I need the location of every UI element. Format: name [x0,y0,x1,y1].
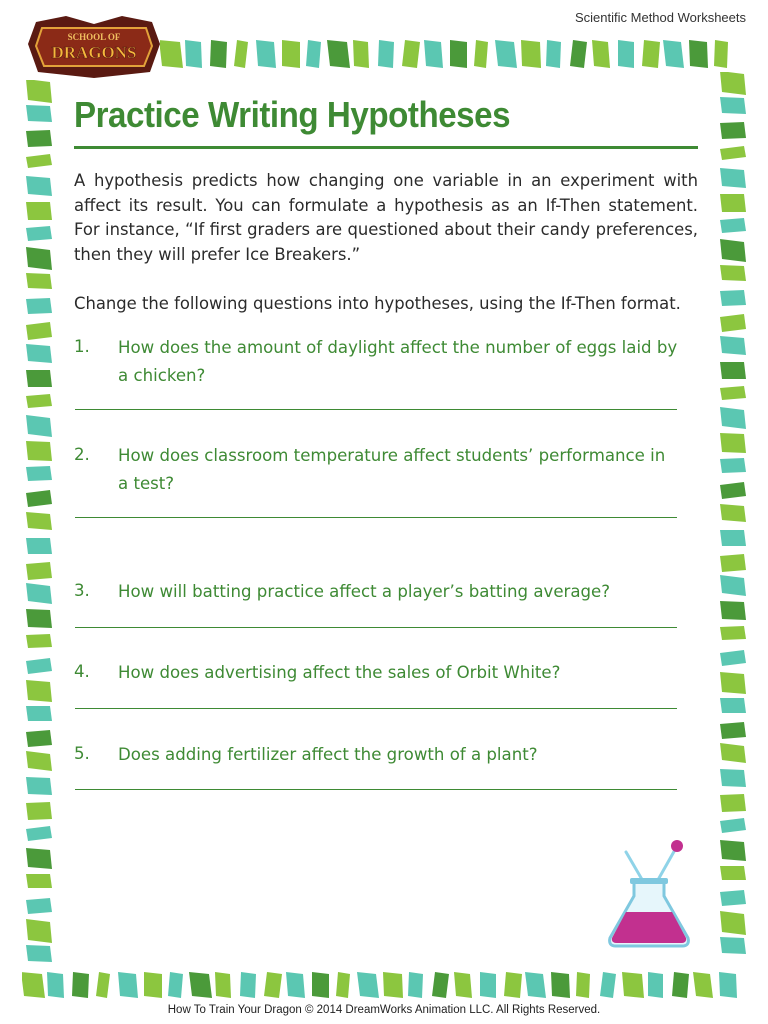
answer-line-1[interactable] [75,409,677,410]
border-top [160,36,750,72]
border-tile [689,40,708,68]
border-tile [26,344,52,363]
border-tile [215,972,231,998]
worksheet-category: Scientific Method Worksheets [575,10,746,25]
instruction-text: Change the following questions into hypotheses, using the If-Then format. [74,294,681,313]
border-tile [26,322,52,340]
border-tile [720,866,746,880]
border-tile [720,362,746,379]
border-tile [26,945,52,962]
border-tile [495,40,517,68]
border-tile [551,972,570,998]
border-tile [118,972,138,998]
border-tile [286,972,305,998]
border-tile [719,972,737,998]
border-tile [26,441,52,461]
border-tile [642,40,660,68]
border-tile [720,482,746,499]
border-tile [26,634,52,648]
border-tile [26,273,52,289]
border-tile [210,40,227,68]
border-tile [720,458,746,473]
border-tile [720,239,746,262]
intro-paragraph: A hypothesis predicts how changing one variable in an experiment with affect its result. You can formulate a hypothesis as an If-Then statement. For instance, “If first graders are questioned about their candy preferences, then they will prefer Ice Breakers.” [74,171,698,264]
border-tile [26,394,52,408]
border-tile [521,40,541,68]
question-text: How does advertising affect the sales of Orbit White? [118,663,561,682]
chemistry-flask-icon [604,834,694,952]
border-tile [720,911,746,935]
border-tile [144,972,162,998]
border-tile [234,40,248,68]
border-tile [264,972,282,998]
border-tile [720,433,746,453]
border-tile [26,130,52,147]
answer-line-4[interactable] [75,708,677,709]
question-text: How does classroom temperature affect students’ performance in a test? [118,446,666,493]
border-tile [618,40,634,68]
border-tile [570,40,587,68]
border-tile [26,826,52,841]
border-tile [26,706,52,721]
border-tile [378,40,394,68]
border-tile [720,122,746,139]
border-tile [72,972,89,998]
question-text: How will batting practice affect a player’s batting average? [118,582,611,601]
border-tile [26,874,52,888]
question-text: Does adding fertilizer affect the growth of a plant? [118,745,538,764]
border-tile [546,40,561,68]
border-tile [256,40,276,68]
border-tile [26,370,52,387]
border-tile [474,40,488,68]
border-tile [383,972,403,998]
border-tile [26,247,52,270]
border-tile [720,769,746,787]
page-title: Practice Writing Hypotheses [74,94,511,135]
border-tile [720,840,746,861]
border-tile [663,40,684,68]
question-number: 1. [74,337,90,356]
border-tile [402,40,420,68]
border-tile [240,972,256,998]
border-tile [720,290,746,306]
answer-line-2[interactable] [75,517,677,518]
border-tile [336,972,350,998]
border-tile [160,40,183,68]
border-tile [26,298,52,314]
border-tile [26,919,52,943]
school-of-dragons-logo [26,14,162,78]
border-tile [26,562,52,580]
title-underline [74,146,698,149]
border-tile [26,154,52,168]
border-tile [353,40,369,68]
border-tile [720,72,746,95]
border-tile [592,40,610,68]
border-tile [26,583,52,604]
border-tile [720,146,746,160]
answer-line-3[interactable] [75,627,677,628]
border-tile [600,972,616,998]
border-tile [26,730,52,747]
question-number: 3. [74,581,90,600]
border-tile [26,538,52,554]
border-tile [185,40,202,68]
border-tile [720,818,746,833]
question-number: 5. [74,744,90,763]
border-tile [26,512,52,530]
border-tile [720,386,746,400]
border-tile [96,972,110,998]
logo-line-2: DRAGONS [51,43,137,62]
border-tile [282,40,300,68]
border-tile [432,972,449,998]
border-tile [22,972,45,998]
border-tile [26,415,52,437]
border-tile [26,848,52,869]
copyright-footer: How To Train Your Dragon © 2014 DreamWorks Animation LLC. All Rights Reserved. [167,1004,601,1016]
border-tile [408,972,423,998]
question-number: 4. [74,662,90,681]
border-tile [720,722,746,739]
border-tile [720,407,746,429]
border-tile [720,97,746,114]
border-tile [720,530,746,546]
border-tile [720,575,746,596]
border-tile [720,504,746,522]
border-tile [26,751,52,771]
border-tile [26,202,52,220]
border-tile [26,898,52,914]
border-tile [720,890,746,906]
border-tile [357,972,379,998]
question-text: How does the amount of daylight affect the number of eggs laid by a chicken? [118,338,678,385]
border-tile [720,672,746,694]
border-tile [720,554,746,572]
border-tile [720,743,746,763]
border-tile [720,794,746,812]
border-tile [720,698,746,713]
border-tile [26,680,52,702]
border-tile [525,972,546,998]
border-tile [622,972,644,998]
border-tile [168,972,183,998]
border-tile [720,194,746,212]
border-left [22,80,56,968]
border-tile [720,937,746,954]
border-tile [648,972,663,998]
border-tile [720,601,746,620]
border-tile [26,176,52,196]
border-tile [312,972,329,998]
question-number: 2. [74,445,90,464]
border-tile [576,972,590,998]
border-tile [720,218,746,233]
border-tile [720,265,746,281]
border-tile [26,609,52,628]
border-tile [424,40,443,68]
border-tile [450,40,467,68]
border-tile [327,40,350,68]
border-tile [720,650,746,666]
border-tile [47,972,64,998]
border-tile [480,972,496,998]
border-tile [504,972,522,998]
border-tile [714,40,728,68]
answer-line-5[interactable] [75,789,677,790]
border-tile [720,626,746,640]
border-right [716,72,748,968]
border-tile [26,226,52,241]
border-tile [720,314,746,332]
border-tile [189,972,212,998]
logo-line-1: SCHOOL OF [67,32,121,42]
border-tile [26,490,52,507]
border-tile [26,777,52,795]
border-bottom [22,968,750,1002]
border-tile [26,105,52,122]
border-tile [26,80,52,103]
border-tile [720,168,746,188]
border-tile [720,336,746,355]
border-tile [306,40,321,68]
border-tile [26,466,52,481]
border-tile [672,972,689,998]
border-tile [454,972,472,998]
border-tile [26,658,52,674]
border-tile [693,972,713,998]
border-tile [26,802,52,820]
